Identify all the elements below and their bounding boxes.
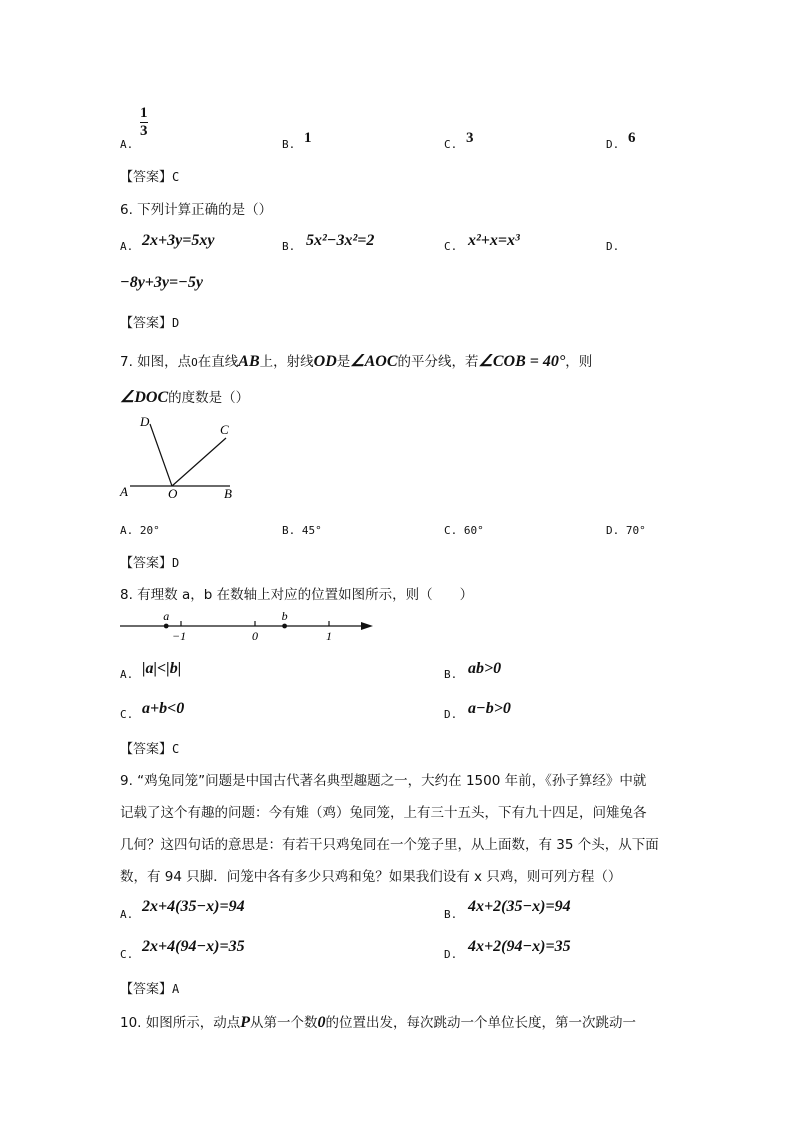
q7-option-a: A. 20° <box>120 524 160 537</box>
q8-option-d-letter: D. <box>444 708 458 721</box>
label-d: D <box>140 414 150 429</box>
fraction-denominator: 3 <box>140 123 148 139</box>
q7-stem-line1: 7. 如图，点O在直线AB上，射线OD是∠AOC的平分线，若∠COB = 40°，则 <box>120 353 593 370</box>
q9-stem-line3: 几何？这四句话的意思是：有若干只鸡兔同在一个笼子里，从上面数，有 35 个头，从下面 <box>120 837 659 853</box>
q6-option-d-expr: −8y+3y=−5y <box>120 274 203 291</box>
tick-label: 0 <box>252 629 258 643</box>
q9-stem-line4: 数，有 94 只脚．问笼中各有多少只鸡和兔？如果我们设有 x 只鸡，则可列方程（） <box>120 869 622 885</box>
q9-option-a-letter: A. <box>120 908 134 921</box>
q5-option-b-value: 1 <box>304 130 312 146</box>
label-b: B <box>224 486 232 501</box>
point-b-label: b <box>281 609 288 623</box>
label-c: C <box>220 422 229 437</box>
q7-angle-figure <box>110 412 250 504</box>
q8-option-a-expr: |a|<|b| <box>142 660 182 677</box>
q5-option-c-value: 3 <box>466 130 474 146</box>
q8-option-d-expr: a−b>0 <box>468 700 511 717</box>
q5-option-b-letter: B. <box>282 138 296 151</box>
q9-option-a-expr: 2x+4(35−x)=94 <box>142 898 245 915</box>
q9-stem-line1: 9. “鸡兔同笼”问题是中国古代著名典型趣题之一，大约在 1500 年前，《孙子算经》中就 <box>120 773 647 789</box>
q5-options <box>0 0 794 160</box>
q6-answer: 【答案】D <box>120 316 180 331</box>
q6-option-a-letter: A. <box>120 240 134 253</box>
label-a: A <box>120 484 128 499</box>
q5-answer: 【答案】C <box>120 170 180 185</box>
q8-option-c-expr: a+b<0 <box>142 700 185 717</box>
ray-oc <box>172 438 226 486</box>
q5-option-d-letter: D. <box>606 138 620 151</box>
q8-option-b-letter: B. <box>444 668 458 681</box>
tick-label: −1 <box>172 629 187 643</box>
label-o: O <box>168 486 178 501</box>
point-b <box>282 624 287 629</box>
q6-option-c-letter: C. <box>444 240 458 253</box>
q7-option-d: D. 70° <box>606 524 646 537</box>
q6-option-a-expr: 2x+3y=5xy <box>142 232 215 249</box>
fraction-numerator: 1 <box>140 105 148 121</box>
q6-stem: 6. 下列计算正确的是（） <box>120 202 273 218</box>
q5-option-d-value: 6 <box>628 130 636 146</box>
q6-option-b-letter: B. <box>282 240 296 253</box>
q9-answer: 【答案】A <box>120 982 180 997</box>
q5-option-a-letter: A. <box>120 138 134 151</box>
q7-option-c: C. 60° <box>444 524 484 537</box>
q9-option-d-expr: 4x+2(94−x)=35 <box>468 938 571 955</box>
q8-answer: 【答案】C <box>120 742 180 757</box>
q6-option-c-expr: x²+x=x³ <box>468 232 520 249</box>
q9-option-c-letter: C. <box>120 948 134 961</box>
axis-arrow <box>361 622 373 630</box>
q9-option-c-expr: 2x+4(94−x)=35 <box>142 938 245 955</box>
q5-option-a-fraction <box>140 106 148 139</box>
q8-option-b-expr: ab>0 <box>468 660 502 677</box>
q6-option-b-expr: 5x²−3x²=2 <box>306 232 375 249</box>
q9-option-d-letter: D. <box>444 948 458 961</box>
q9-stem-line2: 记载了这个有趣的问题：今有雉（鸡）兔同笼，上有三十五头，下有九十四足，问雉兔各 <box>120 805 647 821</box>
ray-od <box>150 424 172 486</box>
q8-option-c-letter: C. <box>120 708 134 721</box>
q7-stem-line2: ∠DOC的度数是（） <box>120 389 250 406</box>
q9-option-b-expr: 4x+2(35−x)=94 <box>468 898 571 915</box>
q10-stem: 10. 如图所示，动点P从第一个数0的位置出发，每次跳动一个单位长度，第一次跳动一 <box>120 1014 637 1031</box>
q8-number-line <box>115 608 385 644</box>
point-a <box>164 624 169 629</box>
q8-option-a-letter: A. <box>120 668 134 681</box>
q5-option-c-letter: C. <box>444 138 458 151</box>
tick-label: 1 <box>326 629 332 643</box>
q6-option-d-letter: D. <box>606 240 620 253</box>
q7-answer: 【答案】D <box>120 556 180 571</box>
q7-option-b: B. 45° <box>282 524 322 537</box>
point-a-label: a <box>163 609 170 623</box>
q8-stem: 8. 有理数 a，b 在数轴上对应的位置如图所示，则（ ） <box>120 587 474 603</box>
q9-option-b-letter: B. <box>444 908 458 921</box>
